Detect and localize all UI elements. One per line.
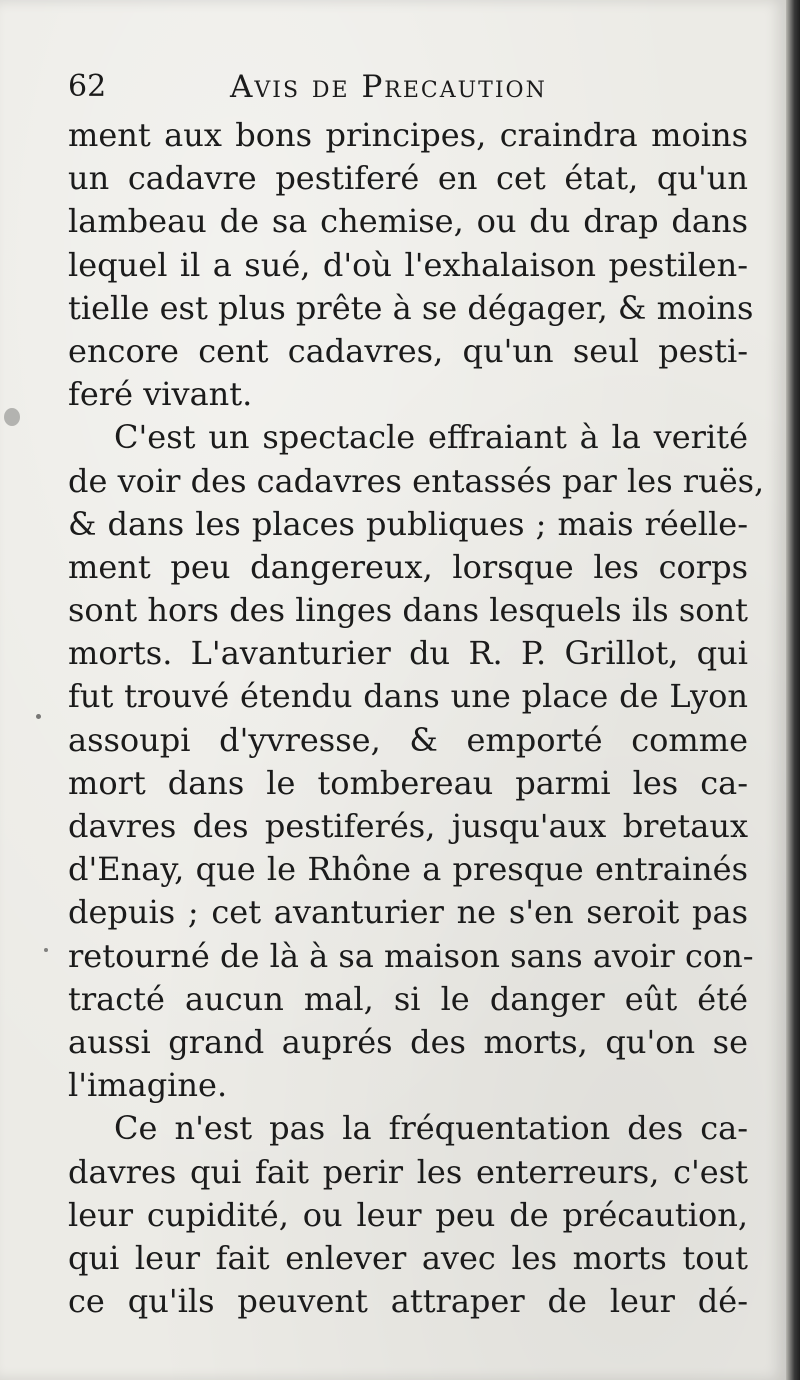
text-line: sont hors des linges dans lesquels ils sont [68,591,748,630]
text-line: lambeau de sa chemise, ou du drap dans [68,202,748,241]
text-line: aussi grand auprés des morts, qu'on se [68,1022,748,1061]
text-line: d'Enay, que le Rhône a presque entrainés [68,850,748,889]
text-line: retourné de là à sa maison sans avoir con- [68,936,754,975]
text-line: tielle est plus prête à se dégager, & moins [68,288,754,327]
text-line: davres qui fait perir les enterreurs, c'est [68,1152,748,1191]
text-line: davres des pestiferés, jusqu'aux bretaux [68,807,748,845]
text-line: un cadavre pestiferé en cet état, qu'un [68,159,748,198]
page-header [68,60,748,114]
text-line: ment aux bons principes, craindra moins [68,116,748,154]
text-line: & dans les places publiques ; mais réelle- [68,504,748,543]
page-edge-shadow [786,0,800,1380]
text-line: fut trouvé étendu dans une place de Lyon [68,677,748,716]
text-line: l'imagine. [68,1066,228,1105]
text-line: ment peu dangereux, lorsque les corps [68,547,748,586]
text-line: tracté aucun mal, si le danger eût été [68,979,748,1018]
text-line: de voir des cadavres entassés par les ruës, [68,461,765,500]
ink-dot [36,714,41,719]
paragraph-start-line: Ce n'est pas la fréquentation des ca- [114,1109,748,1148]
text-line: feré vivant. [68,375,253,414]
text-line: depuis ; cet avanturier ne s'en seroit pas [68,893,748,932]
page-text [68,60,765,1323]
text-line: morts. L'avanturier du R. P. Grillot, qui [68,634,748,673]
text-line: lequel il a sué, d'où l'exhalaison pestilen- [68,245,748,284]
page-number: 62 [68,69,107,104]
running-title: Avis de Precaution [230,69,547,105]
paragraph-start-line: C'est un spectacle effraiant à la verité [114,418,748,457]
text-line: mort dans le tombereau parmi les ca- [68,763,748,802]
text-line: qui leur fait enlever avec les morts tout [68,1238,748,1277]
text-line: encore cent cadavres, qu'un seul pesti- [68,331,748,370]
ink-dot [44,948,48,952]
text-line: ce qu'ils peuvent attraper de leur dé- [68,1282,748,1321]
ink-spot [4,408,20,426]
text-line: assoupi d'yvresse, & emporté comme [68,720,748,759]
text-line: leur cupidité, ou leur peu de précaution, [68,1195,748,1234]
